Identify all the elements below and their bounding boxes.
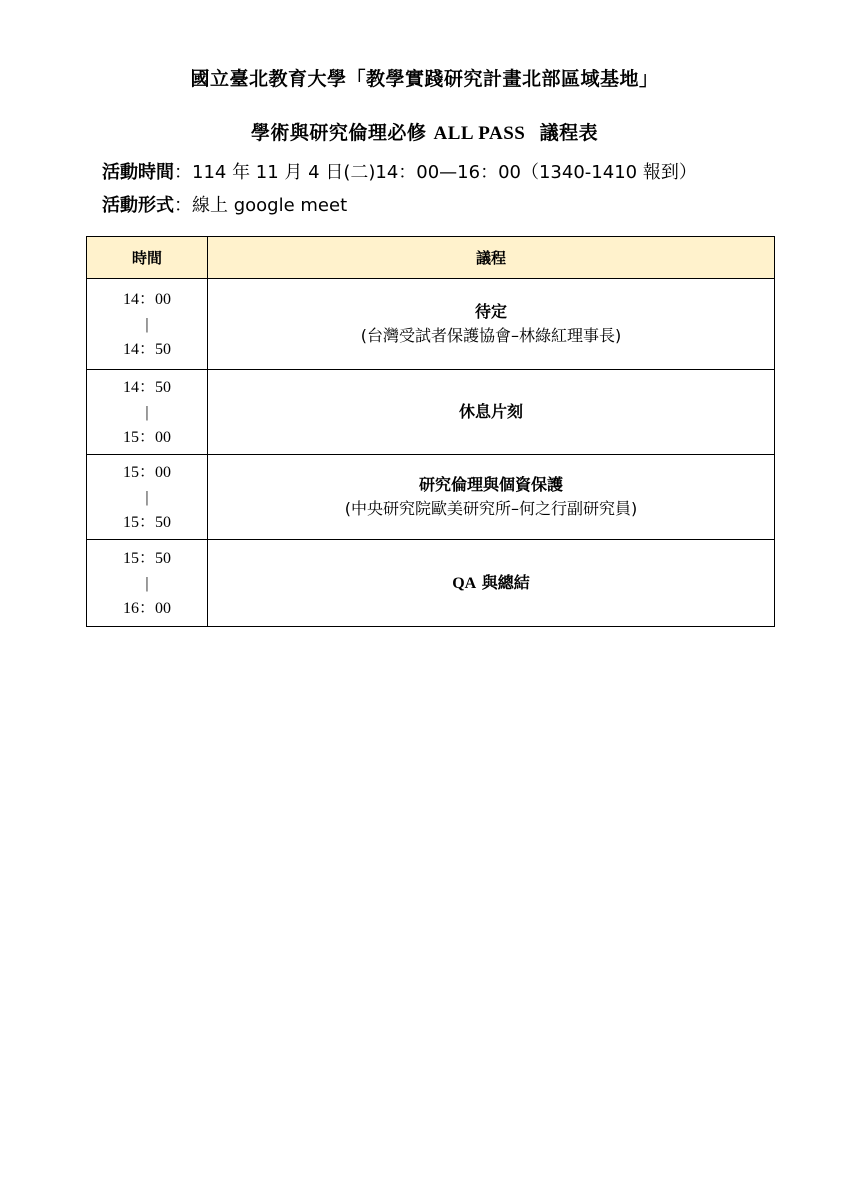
- start-time: 15：00: [122, 463, 171, 481]
- end-time: 15：00: [122, 428, 171, 446]
- header-time: 時間: [87, 237, 208, 279]
- agenda-table: [86, 236, 775, 627]
- time-cell: [87, 540, 208, 627]
- start-time: 15：50: [122, 549, 171, 567]
- topic-qa: QA: [452, 574, 477, 592]
- event-format-line: [102, 191, 347, 217]
- end-time: 16：00: [122, 599, 171, 617]
- time-separator: |: [145, 488, 149, 506]
- event-time-label: 活動時間: [102, 162, 174, 183]
- agenda-topic: [208, 571, 774, 596]
- event-time-line: [102, 158, 697, 184]
- time-cell: [87, 370, 208, 455]
- time-cell: [87, 279, 208, 370]
- table-row: [87, 370, 775, 455]
- table-row: [87, 455, 775, 540]
- event-format-label: 活動形式: [102, 195, 174, 216]
- agenda-speaker: (中央研究院歐美研究所–何之行副研究員): [344, 499, 638, 518]
- time-cell: [87, 455, 208, 540]
- subtitle-part-a: 學術與研究倫理必修: [250, 122, 434, 144]
- subtitle-part-b: 議程表: [525, 122, 599, 144]
- event-format-value: ：線上 google meet: [174, 195, 348, 216]
- start-time: 14：00: [122, 290, 171, 308]
- agenda-cell: [208, 279, 775, 370]
- subtitle-all-pass: ALL PASS: [433, 123, 526, 144]
- table-row: [87, 540, 775, 627]
- event-time-value: ：114 年 11 月 4 日(二)14：00—16：00（1340-1410 報到）: [174, 162, 697, 183]
- document-title: 國立臺北教育大學「教學實踐研究計畫北部區域基地」: [190, 68, 659, 90]
- document-subtitle: [0, 118, 849, 145]
- agenda-topic: 研究倫理與個資保護: [418, 475, 563, 494]
- end-time: 15：50: [122, 513, 171, 531]
- table-row: [87, 279, 775, 370]
- topic-summary: 與總結: [476, 572, 530, 592]
- table-header-row: [87, 237, 775, 279]
- agenda-speaker: (台灣受試者保護協會–林綠紅理事長): [360, 326, 622, 345]
- agenda-cell: [208, 540, 775, 627]
- agenda-cell: [208, 455, 775, 540]
- time-separator: |: [145, 574, 149, 592]
- agenda-topic: 休息片刻: [458, 402, 523, 421]
- time-separator: |: [145, 315, 149, 333]
- start-time: 14：50: [122, 378, 171, 396]
- time-separator: |: [145, 403, 149, 421]
- end-time: 14：50: [122, 340, 171, 358]
- agenda-cell: [208, 370, 775, 455]
- agenda-topic: 待定: [474, 302, 507, 321]
- header-agenda: 議程: [208, 237, 775, 279]
